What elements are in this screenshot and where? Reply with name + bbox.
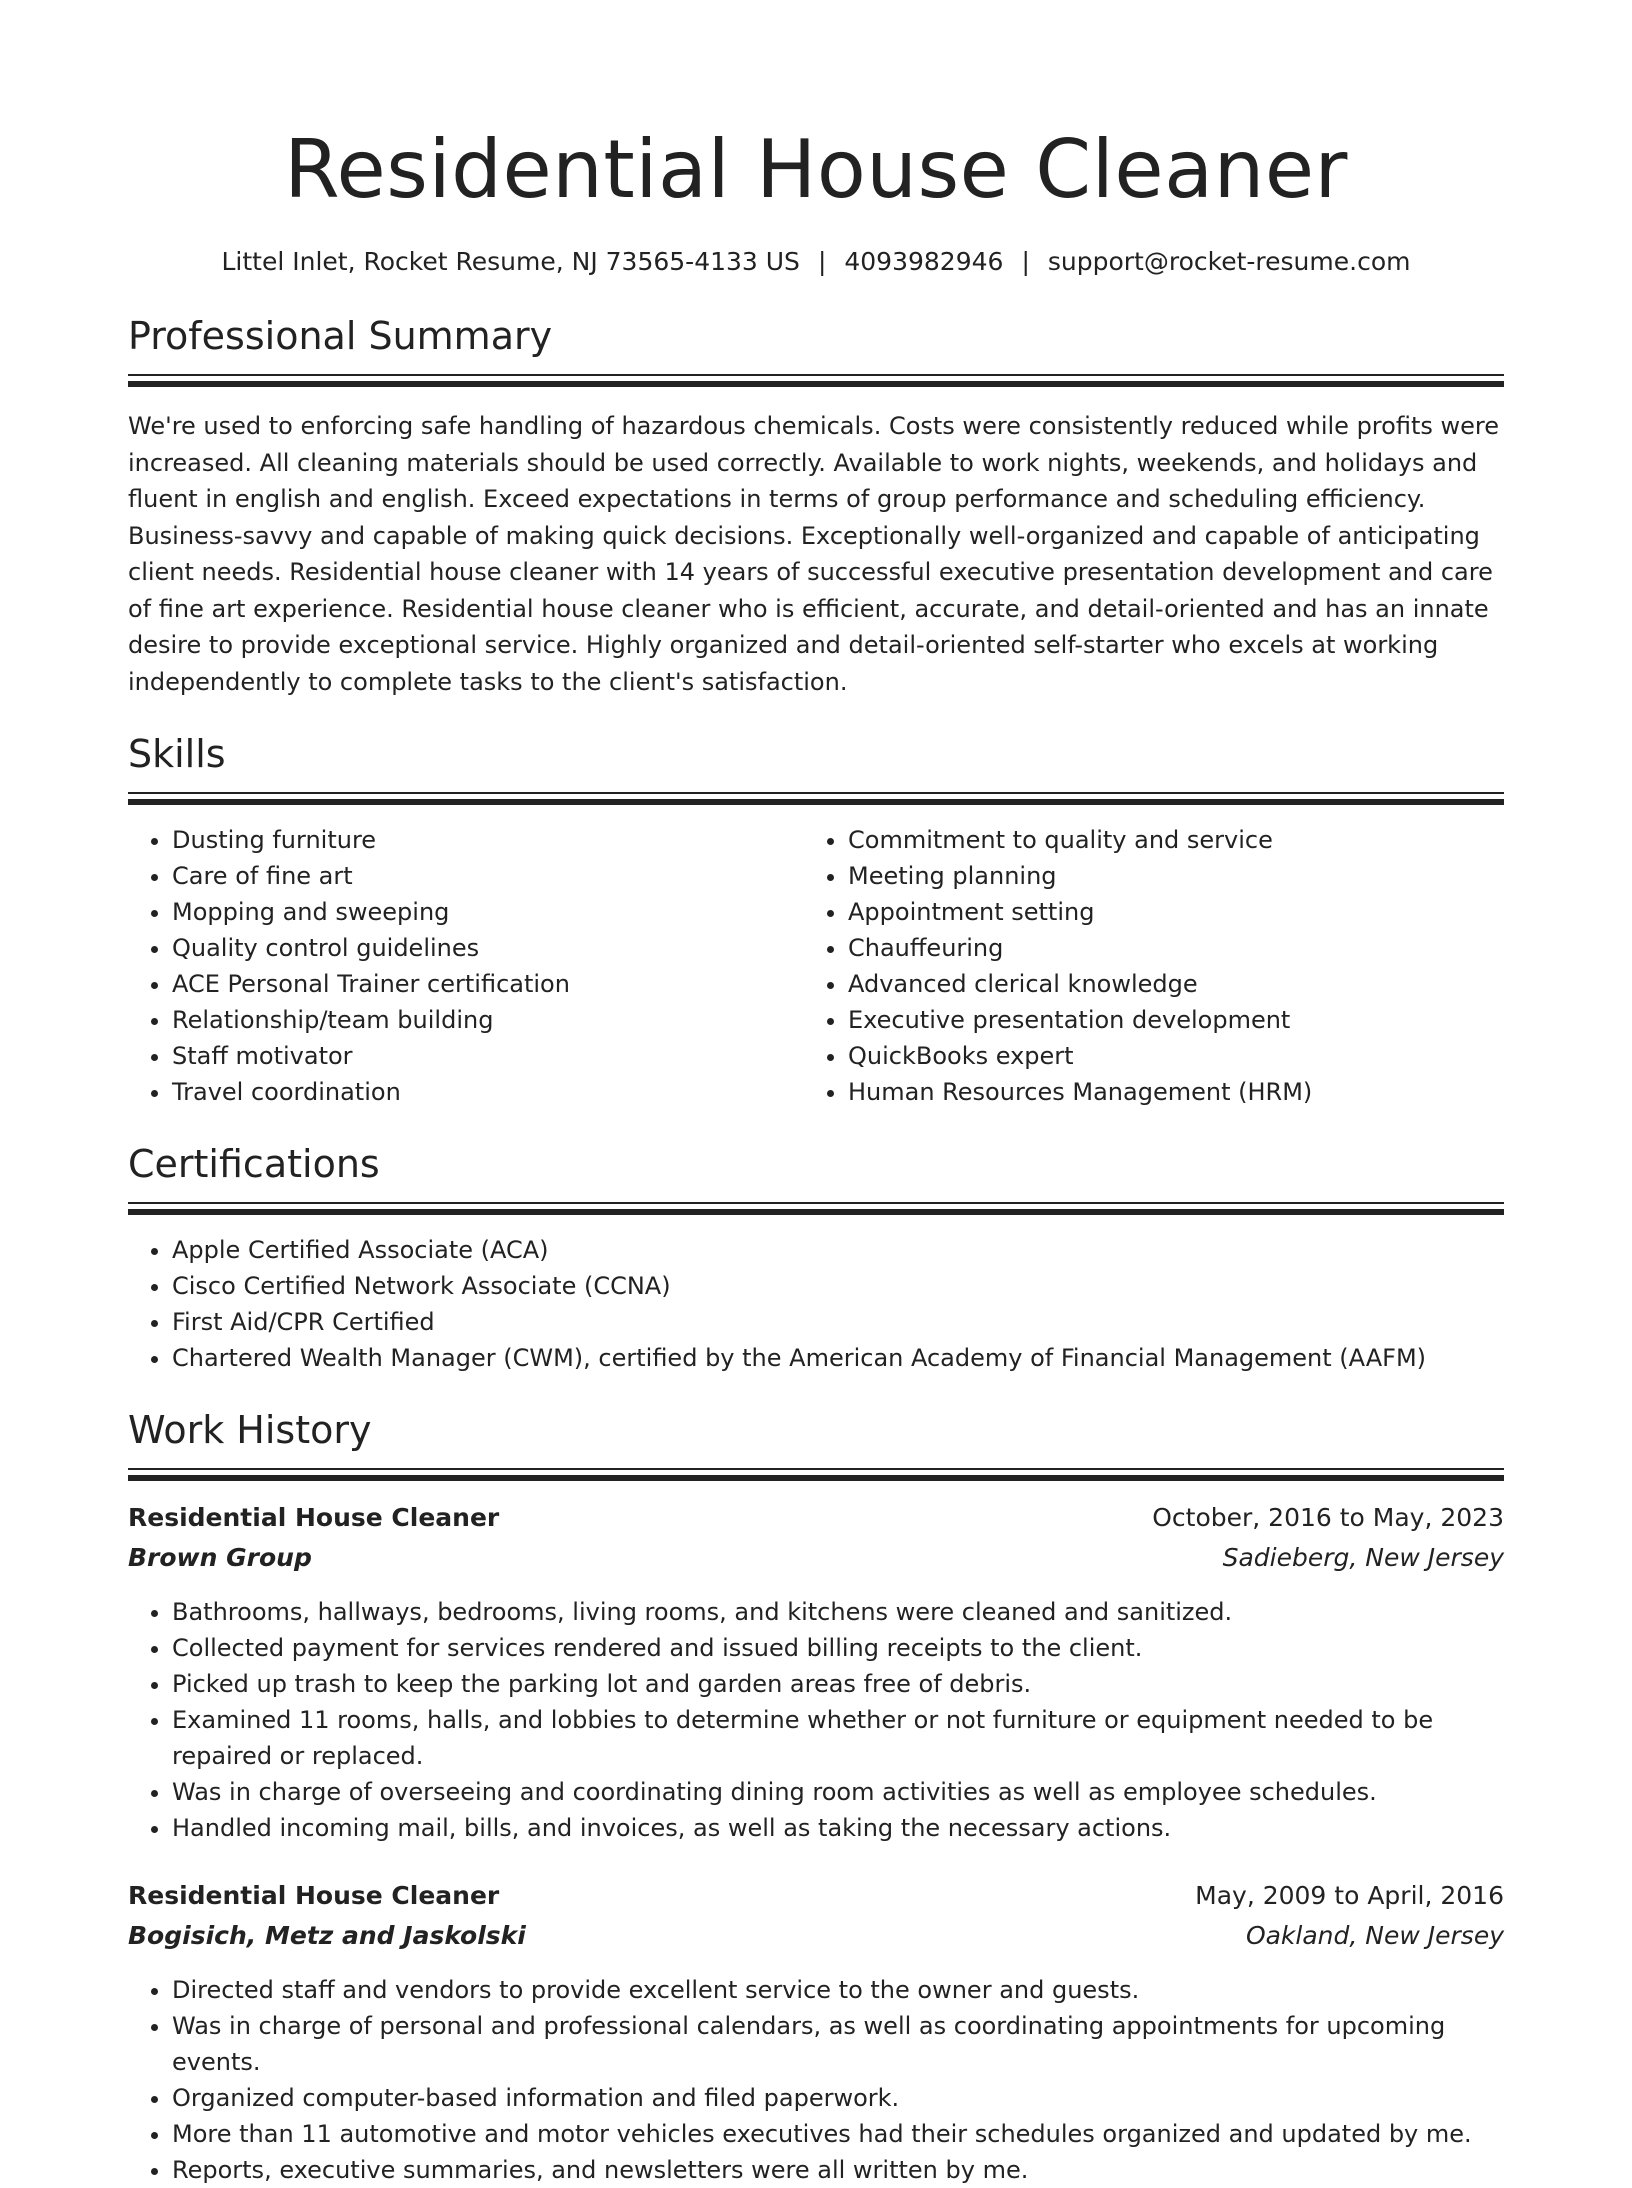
skill-item: • Human Resources Management (HRM) (848, 1074, 1481, 1110)
section-divider (128, 1202, 1504, 1216)
job-company: Brown Group (128, 1543, 312, 1572)
section-title-work-history: Work History (128, 1408, 372, 1452)
contact-separator: | (1021, 247, 1030, 276)
job-company: Bogisich, Metz and Jaskolski (128, 1921, 526, 1950)
skill-item: • Mopping and sweeping (172, 894, 805, 930)
section-title-certifications: Certifications (128, 1142, 380, 1186)
skill-item: • Meeting planning (848, 858, 1481, 894)
skill-item: • ACE Personal Trainer certification (172, 966, 805, 1002)
job-duties-list (128, 1972, 1504, 2188)
job-entry (128, 1876, 1504, 2188)
certification-item: • First Aid/CPR Certified (172, 1304, 1504, 1340)
section-divider (128, 792, 1504, 806)
job-title: Residential House Cleaner (128, 1881, 500, 1910)
summary-text: We're used to enforcing safe handling of hazardous chemicals. Costs were consistently reduced while profits were increased. All cleaning materials should be used correctly. Available to work nights, weekends, and holidays and fluent in english and english. Exceed expectations in terms of group performance and scheduling efficiency. Business-savvy and capable of making quick decisions. Exceptionally well-organized and capable of anticipating client needs. Residential house cleaner with 14 years of successful executive presentation development and care of fine art experience. Residential house cleaner who is efficient, accurate, and detail-oriented and has an innate desire to provide exceptional service. Highly organized and detail-oriented self-starter who excels at working independently to complete tasks to the client's satisfaction. (128, 412, 1499, 696)
certifications-list (128, 1232, 1504, 1376)
job-duty-item: • Organized computer-based information and filed paperwork. (172, 2080, 1504, 2116)
work-history-section (128, 1406, 1504, 2188)
job-header (128, 1876, 1504, 1916)
job-dates: October, 2016 to May, 2023 (1152, 1503, 1504, 1532)
skills-section (128, 730, 1504, 1110)
skills-grid (128, 822, 1504, 1110)
contact-email: support@rocket-resume.com (1047, 247, 1411, 276)
section-divider (128, 374, 1504, 388)
contact-address: Littel Inlet, Rocket Resume, NJ 73565-4133 US (221, 247, 800, 276)
certifications-section (128, 1140, 1504, 1376)
job-subheader (128, 1916, 1504, 1956)
job-dates: May, 2009 to April, 2016 (1195, 1881, 1504, 1910)
certification-item: • Chartered Wealth Manager (CWM), certified by the American Academy of Financial Management (AAFM) (172, 1340, 1504, 1376)
skill-item: • Commitment to quality and service (848, 822, 1481, 858)
job-duty-item: • Collected payment for services rendered and issued billing receipts to the client. (172, 1630, 1504, 1666)
skill-item: • Advanced clerical knowledge (848, 966, 1481, 1002)
section-divider (128, 1468, 1504, 1482)
certification-item: • Cisco Certified Network Associate (CCNA) (172, 1268, 1504, 1304)
section-title-skills: Skills (128, 732, 226, 776)
skill-item: • Care of fine art (172, 858, 805, 894)
skill-item: • Chauffeuring (848, 930, 1481, 966)
skill-item: • Travel coordination (172, 1074, 805, 1110)
job-entry (128, 1498, 1504, 1846)
skill-item: • QuickBooks expert (848, 1038, 1481, 1074)
job-duty-item: • Reports, executive summaries, and newsletters were all written by me. (172, 2152, 1504, 2188)
job-duty-item: • Picked up trash to keep the parking lot and garden areas free of debris. (172, 1666, 1504, 1702)
section-title-summary: Professional Summary (128, 314, 553, 358)
skill-item: • Quality control guidelines (172, 930, 805, 966)
resume-name: Residential House Cleaner (284, 123, 1348, 216)
summary-section (128, 312, 1504, 700)
job-title: Residential House Cleaner (128, 1503, 500, 1532)
contact-line (128, 246, 1504, 278)
contact-phone: 4093982946 (844, 247, 1004, 276)
skill-item: • Dusting furniture (172, 822, 805, 858)
skill-item: • Staff motivator (172, 1038, 805, 1074)
skill-item: • Appointment setting (848, 894, 1481, 930)
skill-item: • Executive presentation development (848, 1002, 1481, 1038)
job-duty-item: • More than 11 automotive and motor vehicles executives had their schedules organized and updated by me. (172, 2116, 1504, 2152)
job-duty-item: • Handled incoming mail, bills, and invoices, as well as taking the necessary actions. (172, 1810, 1504, 1846)
skill-item: • Relationship/team building (172, 1002, 805, 1038)
job-location: Sadieberg, New Jersey (1222, 1543, 1504, 1572)
job-duty-item: • Was in charge of overseeing and coordinating dining room activities as well as employee schedules. (172, 1774, 1504, 1810)
resume-page (128, 0, 1504, 2188)
job-duty-item: • Examined 11 rooms, halls, and lobbies to determine whether or not furniture or equipment needed to be repaired or replaced. (172, 1702, 1504, 1774)
job-duties-list (128, 1594, 1504, 1846)
job-location: Oakland, New Jersey (1245, 1921, 1504, 1950)
contact-separator: | (817, 247, 827, 276)
skills-list-right (805, 822, 1481, 1110)
job-duty-item: • Bathrooms, hallways, bedrooms, living rooms, and kitchens were cleaned and sanitized. (172, 1594, 1504, 1630)
certification-item: • Apple Certified Associate (ACA) (172, 1232, 1504, 1268)
skills-list-left (128, 822, 805, 1110)
job-subheader (128, 1538, 1504, 1578)
job-duty-item: • Directed staff and vendors to provide excellent service to the owner and guests. (172, 1972, 1504, 2008)
job-header (128, 1498, 1504, 1538)
job-duty-item: • Was in charge of personal and professional calendars, as well as coordinating appointments for upcoming events. (172, 2008, 1504, 2080)
